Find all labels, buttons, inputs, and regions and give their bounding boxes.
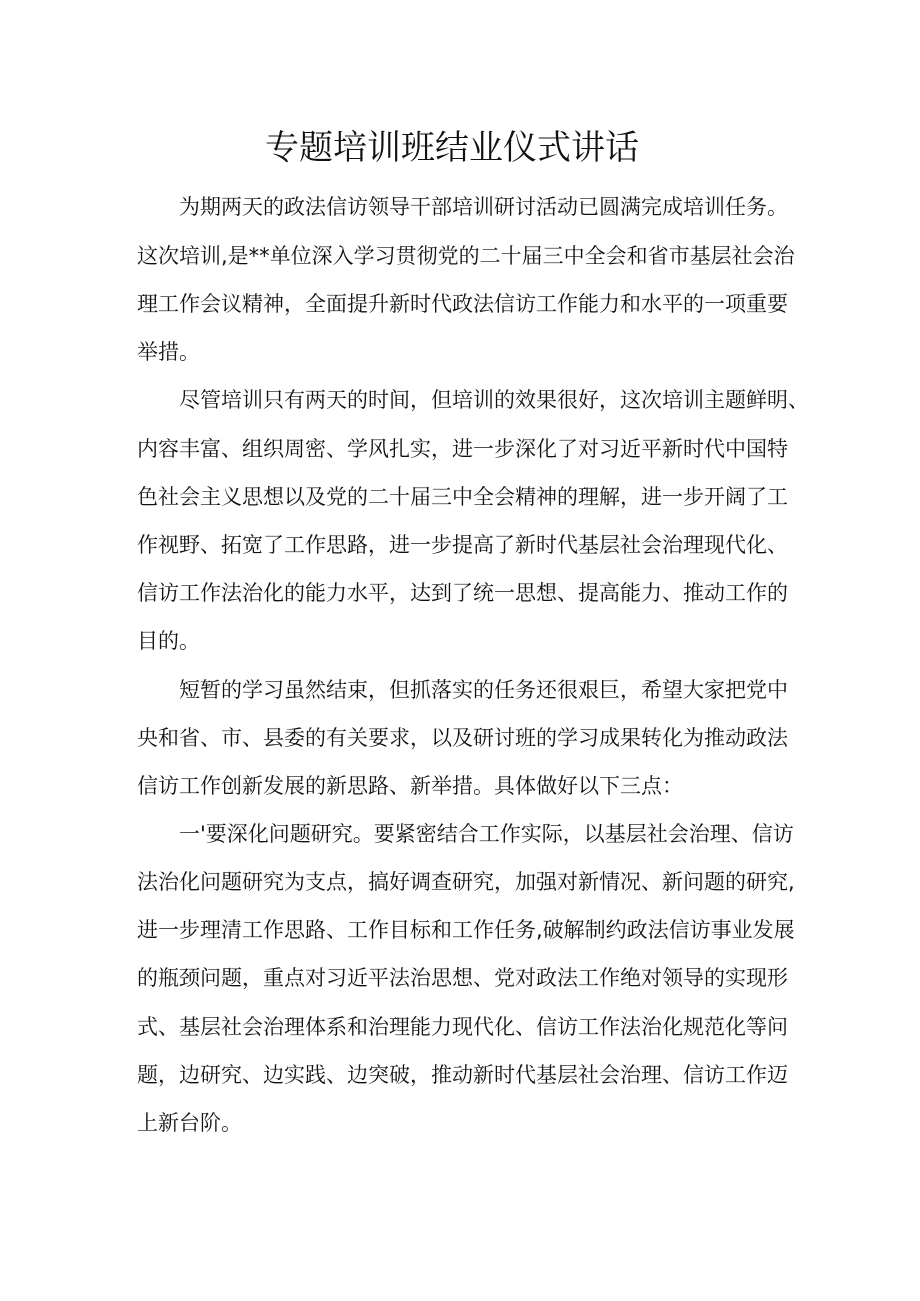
text-line: 作视野、拓宽了工作思路，进一步提高了新时代基层社会治理现代化、 [137, 533, 788, 557]
text-line: 举措。 [137, 340, 200, 364]
text-line: 信访工作创新发展的新思路、新举措。具体做好以下三点： [137, 774, 683, 798]
text-line: 为期两天的政法信访领导干部培训研讨活动已圆满完成培训任务。 [179, 195, 788, 219]
document-title: 专题培训班结业仪式讲话 [265, 128, 639, 168]
text-line: 短暂的学习虽然结束，但抓落实的任务还很艰巨，希望大家把党中 [179, 678, 788, 702]
text-line: 央和省、市、县委的有关要求，以及研讨班的学习成果转化为推动政法 [137, 726, 788, 750]
text-line: 目的。 [137, 629, 200, 653]
text-line: 理工作会议精神，全面提升新时代政法信访工作能力和水平的一项重要 [137, 292, 788, 316]
text-line: 题，边研究、边实践、边突破，推动新时代基层社会治理、信访工作迈 [137, 1063, 788, 1087]
text-line: 色社会主义思想以及党的二十届三中全会精神的理解，进一步开阔了工 [137, 485, 788, 509]
text-line: 信访工作法治化的能力水平，达到了统一思想、提高能力、推动工作的 [137, 581, 788, 605]
text-line: 内容丰富、组织周密、学风扎实，进一步深化了对习近平新时代中国特 [137, 437, 788, 461]
text-line: 的瓶颈问题，重点对习近平法治思想、党对政法工作绝对领导的实现形 [137, 966, 788, 990]
text-line: 法治化问题研究为支点，搞好调查研究，加强对新情况、新问题的研究, [137, 870, 795, 894]
text-line: 式、基层社会治理体系和治理能力现代化、信访工作法治化规范化等问 [137, 1015, 788, 1039]
text-line: 尽管培训只有两天的时间，但培训的效果很好，这次培训主题鲜明、 [179, 388, 809, 412]
text-line: 进一步理清工作思路、工作目标和工作任务,破解制约政法信访事业发展 [137, 918, 795, 942]
text-line: 一'要深化问题研究。要紧密结合工作实际，以基层社会治理、信访 [179, 822, 794, 846]
text-line: 这次培训,是**单位深入学习贯彻党的二十届三中全会和省市基层社会治 [137, 244, 795, 268]
text-line: 上新台阶。 [137, 1111, 242, 1135]
